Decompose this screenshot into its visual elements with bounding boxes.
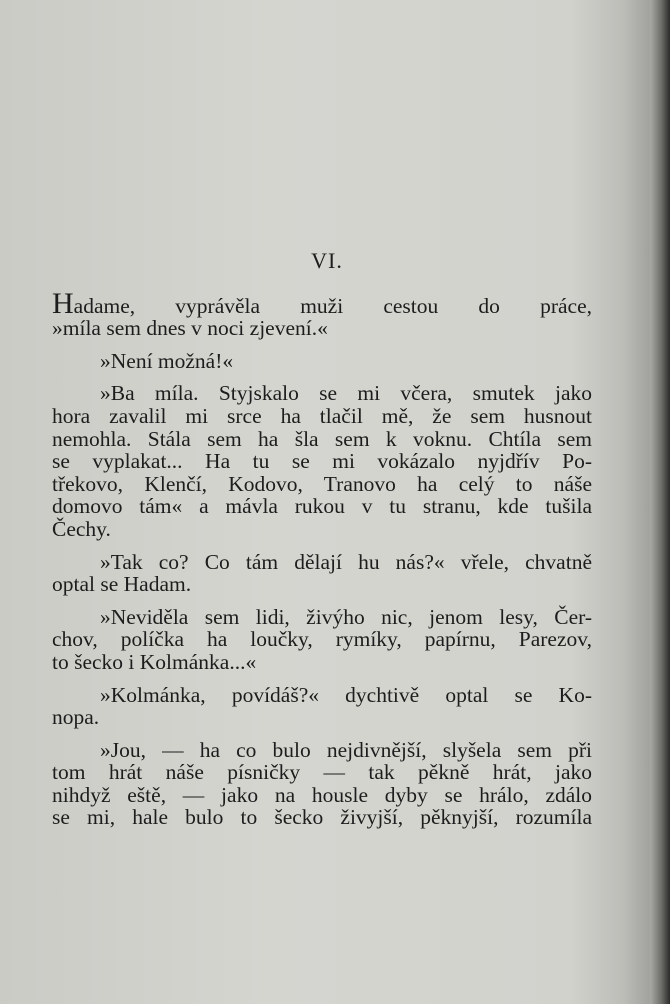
text-line: nihdyž eště, — jako na housle dyby se hrálo, zdálo — [52, 782, 592, 807]
text-line: to šecko i Kolmánka...« — [52, 649, 257, 674]
text-line — [52, 286, 592, 320]
text-line: tom hrát náše písničky — tak pěkně hrát, jako — [52, 760, 592, 785]
paragraph-container — [52, 286, 592, 830]
text-line: »Jou, — ha co bulo nejdivnější, slyšela sem při — [100, 737, 592, 762]
text-line: »Ba míla. Styjskalo se mi včera, smutek jako — [100, 381, 592, 406]
text-line: třekovo, Klenčí, Kodovo, Tranovo ha celý to náše — [52, 471, 592, 496]
text-line: hora zavalil mi srce ha tlačil mě, že sem husnout — [52, 403, 592, 428]
text-line: se mi, hale bulo to šecko živyjší, pěknyjší, rozumíla — [52, 805, 592, 830]
text-line: se vyplakat... Ha tu se mi vokázalo nyjdřív Po- — [52, 449, 592, 474]
drop-cap: H — [52, 286, 74, 320]
paragraph — [52, 551, 592, 596]
text-line: domovo tám« a mávla rukou v tu stranu, kde tušila — [52, 494, 592, 519]
text-line: »Není možná!« — [100, 348, 234, 373]
text-line: »Neviděla sem lidi, živýho nic, jenom lesy, Čer- — [100, 604, 592, 629]
text-line: »Kolmánka, povídáš?« dychtivě optal se Ko- — [100, 682, 592, 707]
text-line: »míla sem dnes v noci zjevení.« — [52, 316, 328, 341]
paragraph — [52, 382, 592, 540]
book-spine-shadow — [650, 0, 670, 1004]
paragraph — [52, 350, 592, 373]
page-text — [52, 250, 592, 839]
text-line: optal se Hadam. — [52, 572, 192, 597]
text-line-rest: adame, vyprávěla muži cestou do práce, — [73, 293, 592, 318]
chapter-heading: VI. — [311, 248, 343, 273]
paragraph — [52, 606, 592, 674]
text-line: nopa. — [52, 705, 100, 730]
text-line: nemohla. Stála sem ha šla sem k voknu. Chtíla sem — [52, 426, 592, 451]
text-line: chov, políčka ha loučky, rymíky, papírnu, Parezov, — [52, 627, 592, 652]
paragraph — [52, 739, 592, 829]
text-line: Čechy. — [52, 516, 111, 541]
text-line: »Tak co? Co tám dělají hu nás?« vřele, chvatně — [100, 549, 592, 574]
paragraph — [52, 286, 592, 341]
paragraph — [52, 684, 592, 729]
